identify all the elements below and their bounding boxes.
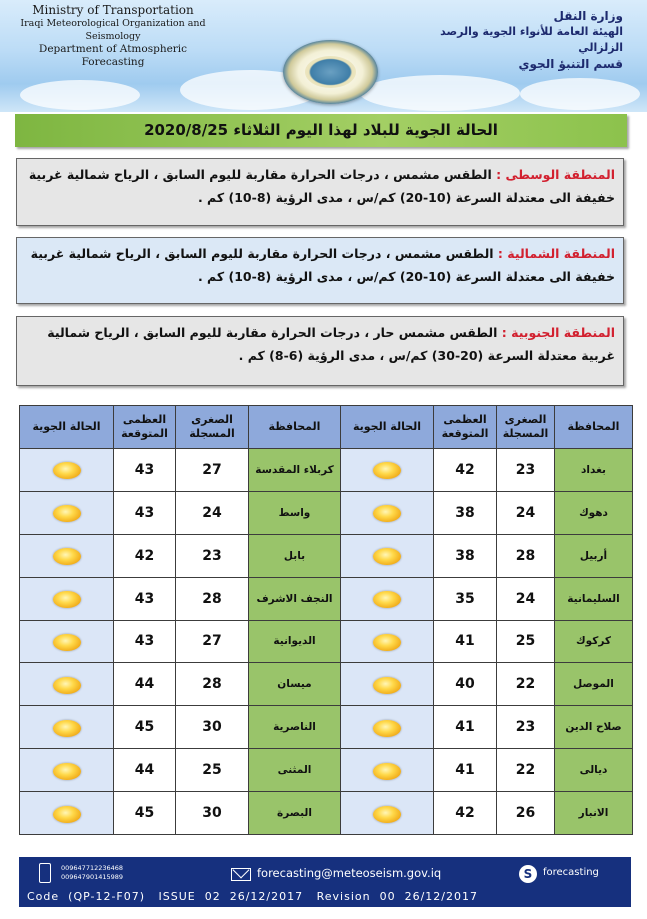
sun-icon — [53, 763, 81, 780]
governorate-cell: الانبار — [555, 792, 633, 835]
governorate-cell: المثنى — [249, 749, 341, 792]
weather-cell — [341, 663, 434, 706]
footer-bar — [19, 857, 631, 907]
column-header: العظمى المتوقعة — [114, 406, 176, 449]
column-header: الحالة الجوية — [341, 406, 434, 449]
min-temp-cell: 25 — [176, 749, 249, 792]
max-temp-cell: 44 — [114, 749, 176, 792]
region-name: المنطقة الشمالية : — [497, 246, 615, 261]
min-temp-cell: 28 — [176, 577, 249, 620]
sun-icon — [373, 806, 401, 823]
sun-icon — [373, 591, 401, 608]
governorate-cell: السليمانية — [555, 577, 633, 620]
governorate-cell: الناصرية — [249, 706, 341, 749]
min-temp-cell: 25 — [497, 620, 555, 663]
governorate-cell: واسط — [249, 491, 341, 534]
weather-cell — [341, 706, 434, 749]
table-row — [20, 620, 633, 663]
cloud-decoration — [520, 78, 640, 110]
table-row — [20, 491, 633, 534]
sun-icon — [373, 548, 401, 565]
sun-icon — [373, 505, 401, 522]
weather-cell — [341, 491, 434, 534]
governorate-cell: النجف الاشرف — [249, 577, 341, 620]
header-banner — [0, 0, 647, 112]
min-temp-cell: 22 — [497, 663, 555, 706]
max-temp-cell: 41 — [434, 706, 497, 749]
skype-handle[interactable]: forecasting — [543, 867, 599, 878]
sun-icon — [53, 720, 81, 737]
governorate-cell: ديالى — [555, 749, 633, 792]
mail-icon — [231, 868, 251, 881]
weather-cell — [341, 620, 434, 663]
weather-cell — [341, 449, 434, 492]
min-temp-cell: 23 — [497, 449, 555, 492]
min-temp-cell: 28 — [176, 663, 249, 706]
max-temp-cell: 35 — [434, 577, 497, 620]
skype-icon: S — [519, 865, 537, 883]
max-temp-cell: 43 — [114, 620, 176, 663]
header-arabic — [423, 8, 623, 72]
table-row — [20, 706, 633, 749]
sun-icon — [53, 806, 81, 823]
weather-cell — [20, 534, 114, 577]
table-header-row — [20, 406, 633, 449]
sun-icon — [373, 763, 401, 780]
governorate-cell: كركوك — [555, 620, 633, 663]
region-forecast-text: الطقس مشمس حار ، درجات الحرارة مقاربة لليوم السابق ، الرياح شمالية غربية معتدلة السرعة (20-30) كم/س ، مدى الرؤية (6-8) كم . — [47, 325, 615, 363]
governorate-cell: بابل — [249, 534, 341, 577]
sun-icon — [53, 634, 81, 651]
governorate-cell: أربيل — [555, 534, 633, 577]
region-forecast-text: الطقس مشمس ، درجات الحرارة مقاربة لليوم السابق ، الرياح شمالية غربية خفيفة الى معتدلة السرعة (10-20) كم/س ، مدى الرؤية (8-10) كم . — [30, 246, 615, 284]
max-temp-cell: 40 — [434, 663, 497, 706]
min-temp-cell: 26 — [497, 792, 555, 835]
table-row — [20, 449, 633, 492]
governorate-cell: كربلاء المقدسة — [249, 449, 341, 492]
weather-cell — [20, 577, 114, 620]
governorate-cell: الديوانية — [249, 620, 341, 663]
weather-cell — [20, 663, 114, 706]
column-header: الحالة الجوية — [20, 406, 114, 449]
phone-numbers — [61, 864, 123, 882]
organization-logo — [283, 40, 378, 104]
min-temp-cell: 27 — [176, 449, 249, 492]
governorates-forecast-table — [19, 405, 633, 835]
cloud-decoration — [360, 75, 520, 111]
max-temp-cell: 42 — [434, 449, 497, 492]
email-link[interactable]: forecasting@meteoseism.gov.iq — [257, 866, 442, 880]
region-northern — [16, 237, 624, 304]
table-row — [20, 663, 633, 706]
region-name: المنطقة الجنوبية : — [501, 325, 615, 340]
weather-cell — [20, 749, 114, 792]
governorate-cell: دهوك — [555, 491, 633, 534]
max-temp-cell: 43 — [114, 449, 176, 492]
column-header: المحافظة — [249, 406, 341, 449]
table-row — [20, 749, 633, 792]
min-temp-cell: 30 — [176, 706, 249, 749]
sun-icon — [373, 720, 401, 737]
column-header: الصغرى المسجلة — [176, 406, 249, 449]
max-temp-cell: 41 — [434, 749, 497, 792]
sun-icon — [53, 591, 81, 608]
max-temp-cell: 45 — [114, 706, 176, 749]
sun-icon — [373, 677, 401, 694]
min-temp-cell: 28 — [497, 534, 555, 577]
governorate-cell: ميسان — [249, 663, 341, 706]
min-temp-cell: 24 — [176, 491, 249, 534]
department-name-en: Department of Atmospheric Forecasting — [38, 43, 188, 68]
weather-cell — [341, 534, 434, 577]
max-temp-cell: 38 — [434, 491, 497, 534]
sun-icon — [53, 505, 81, 522]
weather-cell — [20, 491, 114, 534]
department-name-ar: قسم التنبؤ الجوي — [518, 57, 623, 71]
weather-cell — [20, 706, 114, 749]
max-temp-cell: 42 — [434, 792, 497, 835]
organization-name-en: Iraqi Meteorological Organization and Seismology — [20, 18, 206, 42]
min-temp-cell: 24 — [497, 491, 555, 534]
max-temp-cell: 38 — [434, 534, 497, 577]
max-temp-cell: 43 — [114, 491, 176, 534]
governorate-cell: بغداد — [555, 449, 633, 492]
sun-icon — [373, 634, 401, 651]
min-temp-cell: 30 — [176, 792, 249, 835]
organization-name-ar: الهيئة العامة للأنواء الجوية والرصد الزلزالي — [440, 25, 623, 54]
governorate-cell: البصرة — [249, 792, 341, 835]
min-temp-cell: 24 — [497, 577, 555, 620]
max-temp-cell: 45 — [114, 792, 176, 835]
document-code: Code (QP-12-F07) ISSUE 02 26/12/2017 Revision 00 26/12/2017 — [27, 890, 478, 903]
governorate-cell: الموصل — [555, 663, 633, 706]
sun-icon — [53, 548, 81, 565]
cloud-decoration — [20, 80, 140, 110]
region-southern — [16, 316, 624, 386]
weather-cell — [341, 792, 434, 835]
weather-cell — [341, 577, 434, 620]
min-temp-cell: 23 — [176, 534, 249, 577]
table-row — [20, 577, 633, 620]
weather-cell — [20, 792, 114, 835]
max-temp-cell: 41 — [434, 620, 497, 663]
table-row — [20, 792, 633, 835]
min-temp-cell: 27 — [176, 620, 249, 663]
sun-icon — [373, 462, 401, 479]
region-forecast-text: الطقس مشمس ، درجات الحرارة مقاربة لليوم السابق ، الرياح شمالية غربية خفيفة الى معتدلة السرعة (10-20) كم/س ، مدى الرؤية (8-10) كم . — [28, 167, 615, 205]
governorate-cell: صلاح الدين — [555, 706, 633, 749]
min-temp-cell: 22 — [497, 749, 555, 792]
min-temp-cell: 23 — [497, 706, 555, 749]
max-temp-cell: 44 — [114, 663, 176, 706]
header-english — [8, 4, 218, 69]
phone-number: 009647712236468 — [61, 864, 124, 872]
ministry-name-en: Ministry of Transportation — [32, 3, 194, 17]
column-header: الصغرى المسجلة — [497, 406, 555, 449]
sun-icon — [53, 462, 81, 479]
weather-cell — [20, 620, 114, 663]
column-header: العظمى المتوقعة — [434, 406, 497, 449]
phone-icon — [39, 863, 51, 883]
ministry-name-ar: وزارة النقل — [553, 9, 623, 23]
sun-icon — [53, 677, 81, 694]
weather-cell — [341, 749, 434, 792]
phone-number: 009647901415989 — [61, 873, 124, 881]
weather-cell — [20, 449, 114, 492]
max-temp-cell: 43 — [114, 577, 176, 620]
page-title: الحالة الجوية للبلاد لهذا اليوم الثلاثاء 2020/8/25 — [15, 114, 627, 147]
region-name: المنطقة الوسطى : — [496, 167, 615, 182]
column-header: المحافظة — [555, 406, 633, 449]
max-temp-cell: 42 — [114, 534, 176, 577]
table-row — [20, 534, 633, 577]
region-central — [16, 158, 624, 226]
